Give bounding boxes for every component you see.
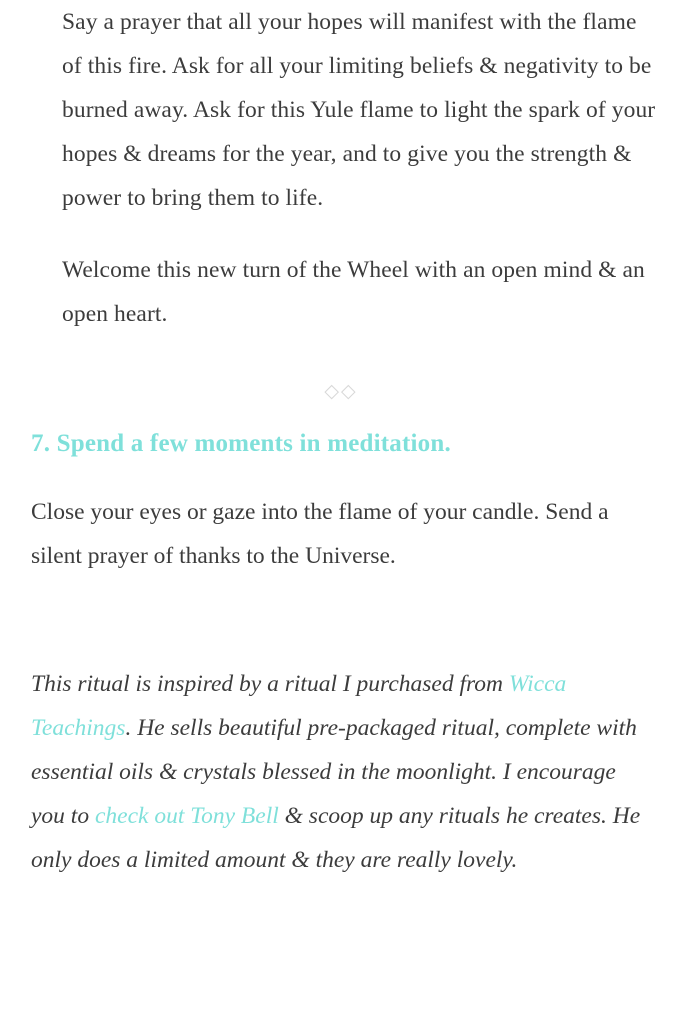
section-divider-ornament: ◇◇	[324, 381, 358, 402]
section-number: 7.	[31, 430, 51, 457]
closing-text-part-3: & scoop up any rituals he creates. He only does a limited amount & they are really lovely.	[31, 803, 641, 873]
section-heading-row	[0, 424, 682, 464]
section-heading	[31, 424, 658, 464]
section-body-block	[0, 490, 682, 882]
tony-bell-link[interactable]: check out Tony Bell	[94, 803, 279, 829]
intro-paragraphs	[0, 0, 682, 336]
section-title: Spend a few moments in meditation.	[56, 430, 451, 457]
paragraph: Say a prayer that all your hopes will manifest with the flame of this fire. Ask for all your limiting beliefs & negativity to be burned away. Ask for this Yule flame to light the spark of your hopes & dreams for the year, and to give you the strength & power to bring them to life.	[62, 9, 656, 211]
closing-text-part-2: . He sells beautiful pre-packaged ritual, complete with essential oils & crystals blessed in the moonlight. I encourage you to	[31, 715, 637, 829]
closing-note	[31, 662, 654, 882]
paragraph: Welcome this new turn of the Wheel with an open mind & an open heart.	[62, 257, 645, 327]
section-body-paragraph: Close your eyes or gaze into the flame of your candle. Send a silent prayer of thanks to the Universe.	[31, 499, 609, 569]
closing-text-part-1: This ritual is inspired by a ritual I purchased from	[31, 671, 509, 697]
wicca-teachings-link[interactable]: Wicca Teachings	[31, 671, 567, 741]
vertical-spacer	[31, 578, 654, 662]
